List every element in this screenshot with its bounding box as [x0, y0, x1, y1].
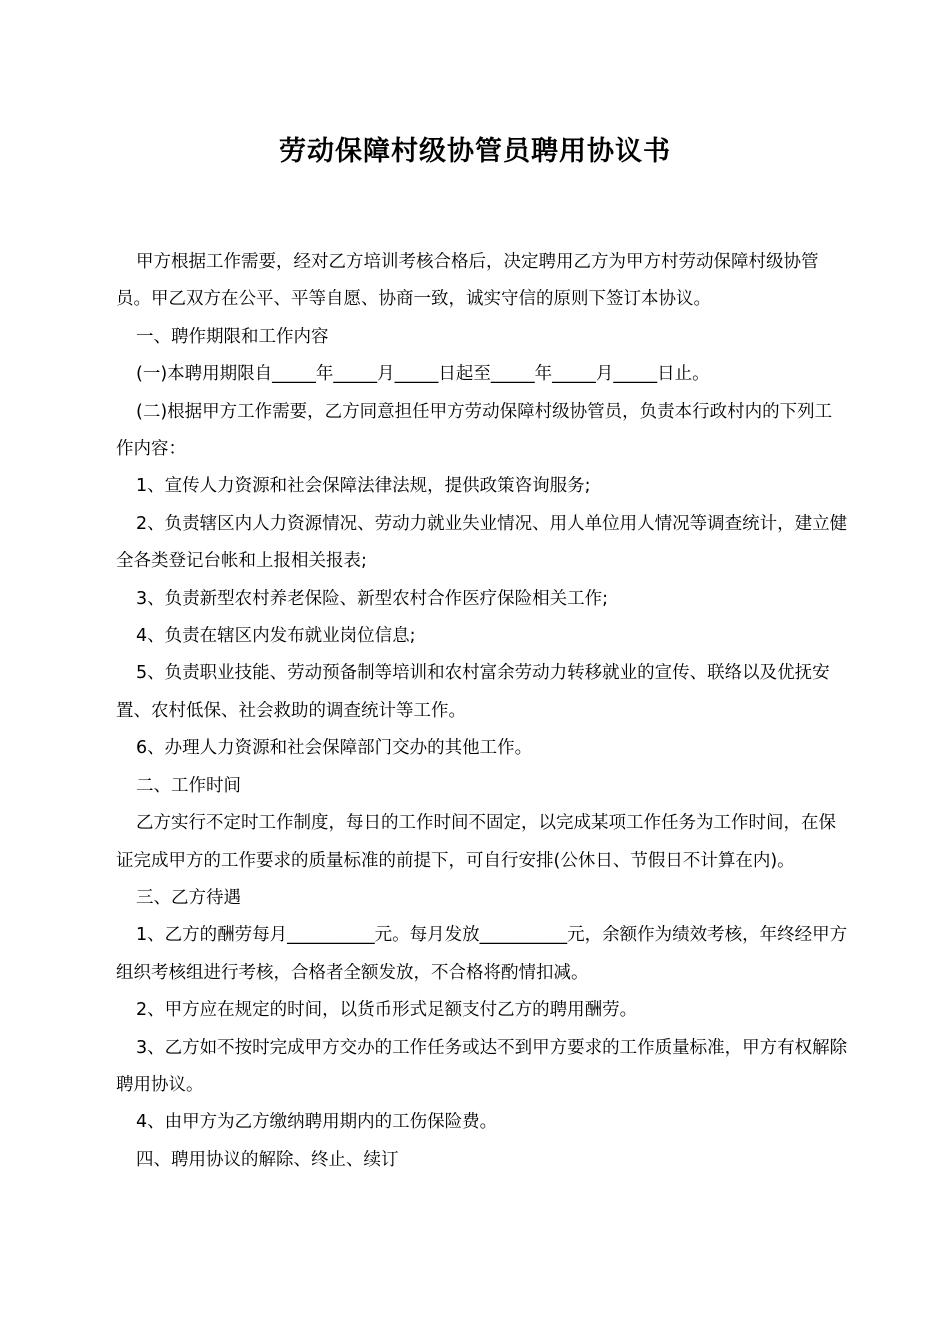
intro-paragraph: 甲方根据工作需要，经对乙方培训考核合格后，决定聘用乙方为甲方村劳动保障村级协管员。甲乙双方在公平、平等自愿、协商一致，诚实守信的原则下签订本协议。: [116, 252, 819, 310]
work-time-paragraph: 乙方实行不定时工作制度，每日的工作时间不固定，以完成某项工作任务为工作时间，在保证完成甲方的工作要求的质量标准的前提下，可自行安排(公休日、节假日不计算在内)。: [116, 813, 836, 871]
duty-item-6: 6、办理人力资源和社会保障部门交办的其他工作。: [136, 738, 533, 759]
duty-item-2: 2、负责辖区内人力资源情况、劳动力就业失业情况、用人单位用人情况等调查统计，建立健全各类登记台帐和上报相关报表;: [116, 513, 848, 572]
section-heading-1: 一、聘作期限和工作内容: [136, 326, 329, 347]
duty-item-4: 4、负责在辖区内发布就业岗位信息;: [136, 626, 416, 647]
pay-item-4: 4、由甲方为乙方缴纳聘用期内的工伤保险费。: [136, 1112, 498, 1133]
document-title: 劳动保障村级协管员聘用协议书: [279, 136, 671, 167]
pay-item-3: 3、乙方如不按时完成甲方交办的工作任务或达不到甲方要求的工作质量标准，甲方有权解除聘用协议。: [116, 1037, 848, 1095]
duty-clause: (二)根据甲方工作需要，乙方同意担任甲方劳动保障村级协管员，负责本行政村内的下列工作内容：: [116, 401, 833, 460]
section-heading-3: 三、乙方待遇: [136, 887, 241, 908]
pay-item-2: 2、甲方应在规定的时间，以货币形式足额支付乙方的聘用酬劳。: [136, 1000, 638, 1021]
duty-item-3: 3、负责新型农村养老保险、新型农村合作医疗保险相关工作;: [136, 588, 609, 609]
section-heading-2: 二、工作时间: [136, 775, 241, 796]
duty-item-1: 1、宣传人力资源和社会保障法律法规，提供政策咨询服务;: [136, 476, 591, 497]
document-body: [116, 244, 848, 1179]
section-heading-4: 四、聘用协议的解除、终止、续订: [136, 1149, 399, 1170]
duty-item-5: 5、负责职业技能、劳动预备制等培训和农村富余劳动力转移就业的宣传、联络以及优抚安置、农村低保、社会救助的调查统计等工作。: [116, 663, 830, 721]
pay-item-1: 1、乙方的酬劳每月__________元。每月发放__________元，余额作为绩效考核，年终经甲方组织考核组进行考核，合格者全额发放，不合格将酌情扣减。: [116, 925, 848, 983]
term-clause: (一)本聘用期限自_____年_____月_____日起至_____年_____月_____日止。: [136, 364, 710, 385]
